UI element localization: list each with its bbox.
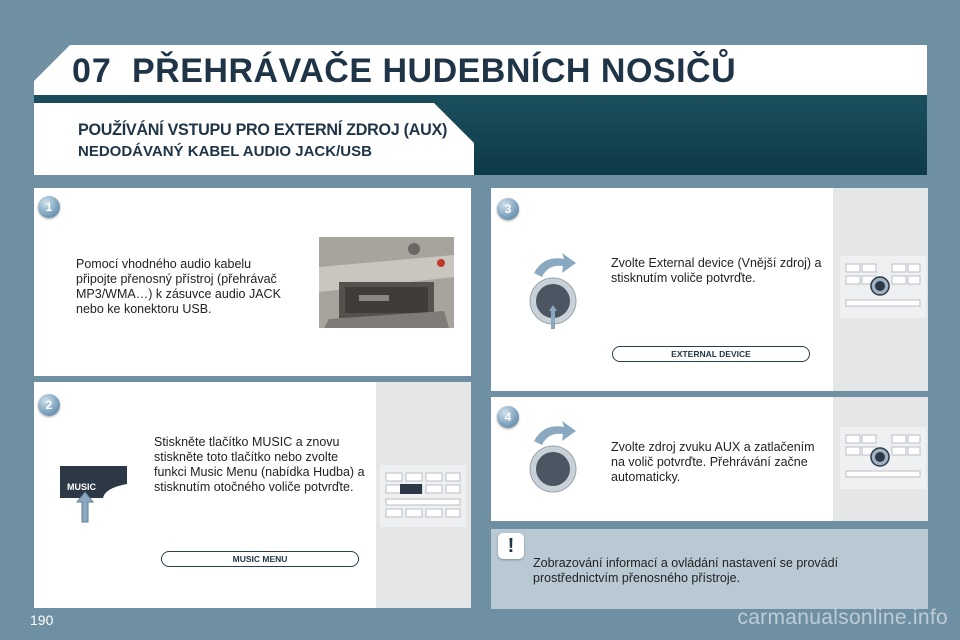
step-2-text: Stiskněte tlačítko MUSIC a znovu stiskněte toto tlačítko nebo zvolte funkci Music Menu (nabídka Hudba) a stisknutím otočného voliče potvrďte.: [154, 435, 365, 494]
watermark: carmanualsonline.info: [737, 606, 948, 629]
page-number: 190: [30, 612, 54, 628]
step-1-text: Pomocí vhodného audio kabelu připojte přenosný přístroj (přehrávač MP3/WMA…) k zásuvce audio JACK nebo ke konektoru USB.: [76, 257, 281, 316]
music-button-label: MUSIC: [67, 482, 96, 492]
rotary-knob-illustration-2: [526, 419, 584, 499]
step-3-text: Zvolte External device (Vnější zdroj) a stisknutím voliče potvrďte.: [611, 256, 822, 285]
section-title: POUŽÍVÁNÍ VSTUPU PRO EXTERNÍ ZDROJ (AUX): [78, 120, 448, 139]
chapter-number: 07: [72, 52, 112, 90]
external-device-label: EXTERNAL DEVICE: [612, 346, 810, 362]
step-4-text: Zvolte zdroj zvuku AUX a zatlačením na volič potvrďte. Přehrávání začne automaticky.: [611, 440, 815, 484]
music-button-illustration: [55, 464, 130, 528]
step-4-badge: 4: [497, 406, 519, 428]
section-subtitle: NEDODÁVANÝ KABEL AUDIO JACK/USB: [78, 143, 372, 160]
note-text: Zobrazování informací a ovládání nastavení se provádí prostřednictvím přenosného přístroje.: [533, 556, 839, 585]
rotary-knob-illustration: [526, 251, 584, 331]
step-2-badge: 2: [38, 394, 60, 416]
music-menu-label: MUSIC MENU: [161, 551, 359, 567]
glovebox-photo: [319, 237, 454, 328]
radio-panel-external: [840, 256, 926, 318]
step-1-badge: 1: [38, 196, 60, 218]
chapter-title: PŘEHRÁVAČE HUDEBNÍCH NOSIČŮ: [132, 52, 737, 90]
step-3-badge: 3: [497, 198, 519, 220]
exclamation-icon: !: [498, 533, 524, 559]
radio-panel-music: [380, 465, 466, 527]
radio-panel-aux: [840, 427, 926, 489]
